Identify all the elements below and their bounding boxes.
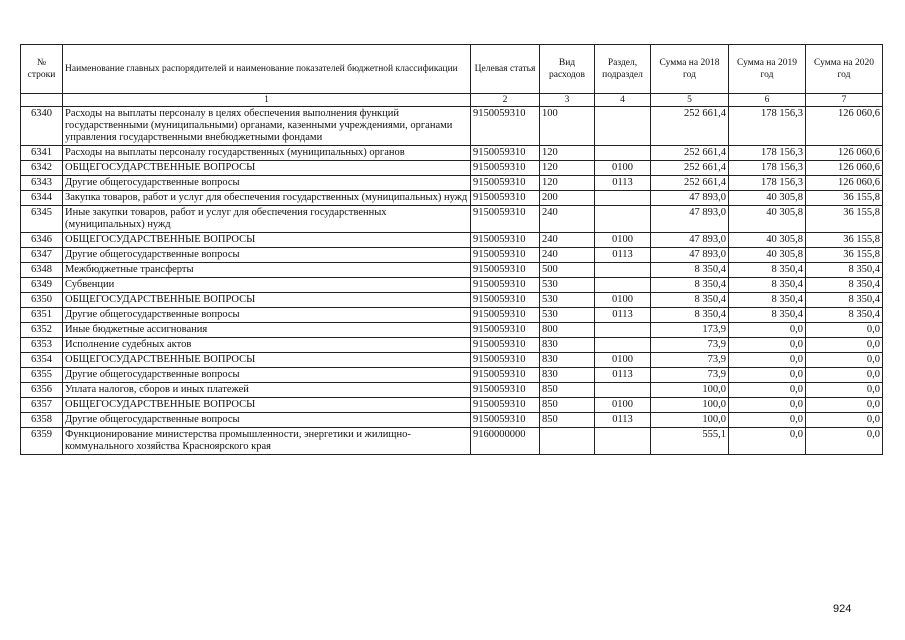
cell-target-article: 9150059310 xyxy=(471,308,540,323)
cell-section xyxy=(595,206,651,233)
cell-target-article: 9150059310 xyxy=(471,248,540,263)
cell-section: 0100 xyxy=(595,353,651,368)
cell-section: 0100 xyxy=(595,233,651,248)
cell-row-number: 6344 xyxy=(21,191,63,206)
cell-sum-2020: 0,0 xyxy=(806,323,883,338)
header-row-no: № строки xyxy=(21,45,63,94)
table-row xyxy=(21,398,883,413)
table-header-row xyxy=(21,45,883,94)
table-row xyxy=(21,293,883,308)
cell-sum-2018: 555,1 xyxy=(651,428,729,455)
cell-row-number: 6356 xyxy=(21,383,63,398)
cell-section xyxy=(595,191,651,206)
cell-target-article: 9150059310 xyxy=(471,353,540,368)
cell-sum-2019: 0,0 xyxy=(729,413,806,428)
cell-row-number: 6355 xyxy=(21,368,63,383)
cell-sum-2018: 252 661,4 xyxy=(651,176,729,191)
cell-name: Другие общегосударственные вопросы xyxy=(63,413,471,428)
cell-target-article: 9150059310 xyxy=(471,146,540,161)
cell-expense-kind: 120 xyxy=(540,176,595,191)
cell-sum-2020: 0,0 xyxy=(806,353,883,368)
cell-sum-2018: 8 350,4 xyxy=(651,263,729,278)
cell-section xyxy=(595,383,651,398)
cell-sum-2019: 178 156,3 xyxy=(729,161,806,176)
cell-sum-2019: 178 156,3 xyxy=(729,176,806,191)
cell-sum-2020: 0,0 xyxy=(806,368,883,383)
column-number-row xyxy=(21,94,883,107)
cell-expense-kind: 830 xyxy=(540,368,595,383)
cell-sum-2018: 100,0 xyxy=(651,398,729,413)
cell-sum-2018: 100,0 xyxy=(651,383,729,398)
table-row xyxy=(21,308,883,323)
cell-section xyxy=(595,146,651,161)
cell-sum-2018: 173,9 xyxy=(651,323,729,338)
cell-target-article: 9150059310 xyxy=(471,263,540,278)
cell-section xyxy=(595,338,651,353)
cell-name: Закупка товаров, работ и услуг для обеспечения государственных (муниципальных) нужд xyxy=(63,191,471,206)
cell-target-article: 9150059310 xyxy=(471,398,540,413)
cell-target-article: 9150059310 xyxy=(471,107,540,146)
cell-row-number: 6348 xyxy=(21,263,63,278)
cell-name: Расходы на выплаты персоналу в целях обеспечения выполнения функций государственными (муниципальными) органами, казенными учреждениями, органами управления государственными внебюджетными фондами xyxy=(63,107,471,146)
cell-row-number: 6350 xyxy=(21,293,63,308)
table-row xyxy=(21,323,883,338)
cell-expense-kind: 830 xyxy=(540,353,595,368)
cell-sum-2020: 0,0 xyxy=(806,428,883,455)
cell-name: Иные бюджетные ассигнования xyxy=(63,323,471,338)
column-number: 1 xyxy=(63,94,471,107)
cell-sum-2020: 126 060,6 xyxy=(806,176,883,191)
table-row xyxy=(21,428,883,455)
cell-target-article: 9150059310 xyxy=(471,161,540,176)
cell-expense-kind: 120 xyxy=(540,146,595,161)
cell-target-article: 9150059310 xyxy=(471,413,540,428)
table-row xyxy=(21,206,883,233)
column-number: 6 xyxy=(729,94,806,107)
cell-name: Другие общегосударственные вопросы xyxy=(63,176,471,191)
cell-sum-2018: 47 893,0 xyxy=(651,191,729,206)
cell-sum-2019: 178 156,3 xyxy=(729,107,806,146)
cell-sum-2019: 8 350,4 xyxy=(729,278,806,293)
cell-name: Субвенции xyxy=(63,278,471,293)
cell-row-number: 6347 xyxy=(21,248,63,263)
cell-section xyxy=(595,278,651,293)
cell-row-number: 6349 xyxy=(21,278,63,293)
cell-target-article: 9150059310 xyxy=(471,383,540,398)
cell-target-article: 9160000000 xyxy=(471,428,540,455)
table-row xyxy=(21,233,883,248)
cell-sum-2019: 0,0 xyxy=(729,353,806,368)
table-row xyxy=(21,191,883,206)
table-row xyxy=(21,248,883,263)
cell-row-number: 6354 xyxy=(21,353,63,368)
header-kind: Вид расходов xyxy=(540,45,595,94)
header-sum-2018: Сумма на 2018 год xyxy=(651,45,729,94)
cell-expense-kind: 240 xyxy=(540,233,595,248)
cell-name: ОБЩЕГОСУДАРСТВЕННЫЕ ВОПРОСЫ xyxy=(63,161,471,176)
cell-sum-2018: 73,9 xyxy=(651,368,729,383)
cell-target-article: 9150059310 xyxy=(471,191,540,206)
cell-target-article: 9150059310 xyxy=(471,293,540,308)
table-row xyxy=(21,107,883,146)
cell-sum-2019: 0,0 xyxy=(729,398,806,413)
cell-row-number: 6358 xyxy=(21,413,63,428)
column-number: 5 xyxy=(651,94,729,107)
cell-sum-2020: 0,0 xyxy=(806,383,883,398)
cell-expense-kind: 530 xyxy=(540,308,595,323)
cell-sum-2018: 100,0 xyxy=(651,413,729,428)
cell-row-number: 6346 xyxy=(21,233,63,248)
cell-sum-2018: 73,9 xyxy=(651,338,729,353)
cell-section: 0113 xyxy=(595,368,651,383)
cell-expense-kind: 800 xyxy=(540,323,595,338)
cell-expense-kind: 120 xyxy=(540,161,595,176)
cell-target-article: 9150059310 xyxy=(471,323,540,338)
cell-row-number: 6353 xyxy=(21,338,63,353)
cell-sum-2018: 8 350,4 xyxy=(651,278,729,293)
table-row xyxy=(21,368,883,383)
cell-row-number: 6343 xyxy=(21,176,63,191)
cell-expense-kind: 530 xyxy=(540,293,595,308)
cell-name: ОБЩЕГОСУДАРСТВЕННЫЕ ВОПРОСЫ xyxy=(63,398,471,413)
cell-expense-kind: 850 xyxy=(540,383,595,398)
cell-row-number: 6351 xyxy=(21,308,63,323)
cell-name: Расходы на выплаты персоналу государственных (муниципальных) органов xyxy=(63,146,471,161)
cell-sum-2019: 0,0 xyxy=(729,383,806,398)
cell-sum-2018: 252 661,4 xyxy=(651,146,729,161)
cell-row-number: 6352 xyxy=(21,323,63,338)
cell-target-article: 9150059310 xyxy=(471,176,540,191)
cell-sum-2020: 0,0 xyxy=(806,413,883,428)
cell-row-number: 6342 xyxy=(21,161,63,176)
column-number: 3 xyxy=(540,94,595,107)
cell-sum-2020: 36 155,8 xyxy=(806,206,883,233)
cell-expense-kind: 850 xyxy=(540,398,595,413)
cell-name: Иные закупки товаров, работ и услуг для обеспечения государственных (муниципальных) нужд xyxy=(63,206,471,233)
cell-section xyxy=(595,428,651,455)
cell-section: 0113 xyxy=(595,176,651,191)
cell-section: 0100 xyxy=(595,398,651,413)
table-row xyxy=(21,263,883,278)
cell-name: Другие общегосударственные вопросы xyxy=(63,248,471,263)
column-number: 2 xyxy=(471,94,540,107)
header-sum-2019: Сумма на 2019 год xyxy=(729,45,806,94)
cell-row-number: 6357 xyxy=(21,398,63,413)
cell-expense-kind: 500 xyxy=(540,263,595,278)
budget-table xyxy=(20,44,883,455)
cell-expense-kind: 200 xyxy=(540,191,595,206)
cell-sum-2020: 126 060,6 xyxy=(806,161,883,176)
cell-sum-2020: 36 155,8 xyxy=(806,191,883,206)
cell-name: Исполнение судебных актов xyxy=(63,338,471,353)
cell-sum-2019: 40 305,8 xyxy=(729,191,806,206)
cell-target-article: 9150059310 xyxy=(471,206,540,233)
cell-sum-2018: 73,9 xyxy=(651,353,729,368)
cell-target-article: 9150059310 xyxy=(471,278,540,293)
header-target: Целевая статья xyxy=(471,45,540,94)
cell-sum-2019: 8 350,4 xyxy=(729,293,806,308)
cell-name: ОБЩЕГОСУДАРСТВЕННЫЕ ВОПРОСЫ xyxy=(63,293,471,308)
cell-sum-2019: 0,0 xyxy=(729,428,806,455)
cell-name: Уплата налогов, сборов и иных платежей xyxy=(63,383,471,398)
page-number: 924 xyxy=(833,603,852,615)
cell-sum-2020: 126 060,6 xyxy=(806,107,883,146)
cell-expense-kind: 850 xyxy=(540,413,595,428)
cell-name: Другие общегосударственные вопросы xyxy=(63,308,471,323)
cell-expense-kind: 240 xyxy=(540,206,595,233)
cell-section: 0100 xyxy=(595,293,651,308)
cell-row-number: 6359 xyxy=(21,428,63,455)
cell-sum-2018: 8 350,4 xyxy=(651,293,729,308)
table-row xyxy=(21,161,883,176)
cell-sum-2020: 126 060,6 xyxy=(806,146,883,161)
table-row xyxy=(21,338,883,353)
cell-sum-2019: 40 305,8 xyxy=(729,233,806,248)
cell-sum-2018: 47 893,0 xyxy=(651,233,729,248)
cell-section: 0113 xyxy=(595,248,651,263)
cell-expense-kind: 830 xyxy=(540,338,595,353)
cell-sum-2020: 8 350,4 xyxy=(806,293,883,308)
cell-section xyxy=(595,263,651,278)
cell-sum-2019: 8 350,4 xyxy=(729,308,806,323)
header-name: Наименование главных распорядителей и наименование показателей бюджетной классификации xyxy=(63,45,471,94)
cell-sum-2018: 252 661,4 xyxy=(651,107,729,146)
table-body xyxy=(21,107,883,455)
column-number xyxy=(21,94,63,107)
cell-sum-2018: 47 893,0 xyxy=(651,206,729,233)
cell-sum-2020: 0,0 xyxy=(806,338,883,353)
cell-section: 0100 xyxy=(595,161,651,176)
table-row xyxy=(21,413,883,428)
cell-section xyxy=(595,107,651,146)
cell-name: Межбюджетные трансферты xyxy=(63,263,471,278)
cell-sum-2020: 0,0 xyxy=(806,398,883,413)
cell-target-article: 9150059310 xyxy=(471,368,540,383)
cell-row-number: 6341 xyxy=(21,146,63,161)
cell-row-number: 6345 xyxy=(21,206,63,233)
cell-name: Другие общегосударственные вопросы xyxy=(63,368,471,383)
cell-expense-kind: 100 xyxy=(540,107,595,146)
cell-name: ОБЩЕГОСУДАРСТВЕННЫЕ ВОПРОСЫ xyxy=(63,353,471,368)
table-row xyxy=(21,383,883,398)
header-section: Раздел, подраздел xyxy=(595,45,651,94)
cell-sum-2018: 47 893,0 xyxy=(651,248,729,263)
header-sum-2020: Сумма на 2020 год xyxy=(806,45,883,94)
cell-target-article: 9150059310 xyxy=(471,233,540,248)
cell-sum-2020: 8 350,4 xyxy=(806,308,883,323)
cell-sum-2019: 0,0 xyxy=(729,368,806,383)
cell-sum-2020: 8 350,4 xyxy=(806,278,883,293)
table-row xyxy=(21,176,883,191)
cell-sum-2019: 178 156,3 xyxy=(729,146,806,161)
cell-sum-2019: 0,0 xyxy=(729,323,806,338)
column-number: 7 xyxy=(806,94,883,107)
table-row xyxy=(21,146,883,161)
cell-section: 0113 xyxy=(595,308,651,323)
cell-sum-2018: 8 350,4 xyxy=(651,308,729,323)
cell-expense-kind: 530 xyxy=(540,278,595,293)
table-row xyxy=(21,278,883,293)
cell-sum-2019: 0,0 xyxy=(729,338,806,353)
column-number: 4 xyxy=(595,94,651,107)
cell-section xyxy=(595,323,651,338)
cell-sum-2019: 40 305,8 xyxy=(729,206,806,233)
cell-sum-2019: 40 305,8 xyxy=(729,248,806,263)
cell-section: 0113 xyxy=(595,413,651,428)
table-row xyxy=(21,353,883,368)
cell-sum-2020: 8 350,4 xyxy=(806,263,883,278)
cell-sum-2020: 36 155,8 xyxy=(806,233,883,248)
cell-sum-2019: 8 350,4 xyxy=(729,263,806,278)
cell-expense-kind xyxy=(540,428,595,455)
cell-expense-kind: 240 xyxy=(540,248,595,263)
cell-name: Функционирование министерства промышленности, энергетики и жилищно-коммунального хозяйства Красноярского края xyxy=(63,428,471,455)
cell-sum-2020: 36 155,8 xyxy=(806,248,883,263)
cell-sum-2018: 252 661,4 xyxy=(651,161,729,176)
cell-target-article: 9150059310 xyxy=(471,338,540,353)
cell-name: ОБЩЕГОСУДАРСТВЕННЫЕ ВОПРОСЫ xyxy=(63,233,471,248)
cell-row-number: 6340 xyxy=(21,107,63,146)
